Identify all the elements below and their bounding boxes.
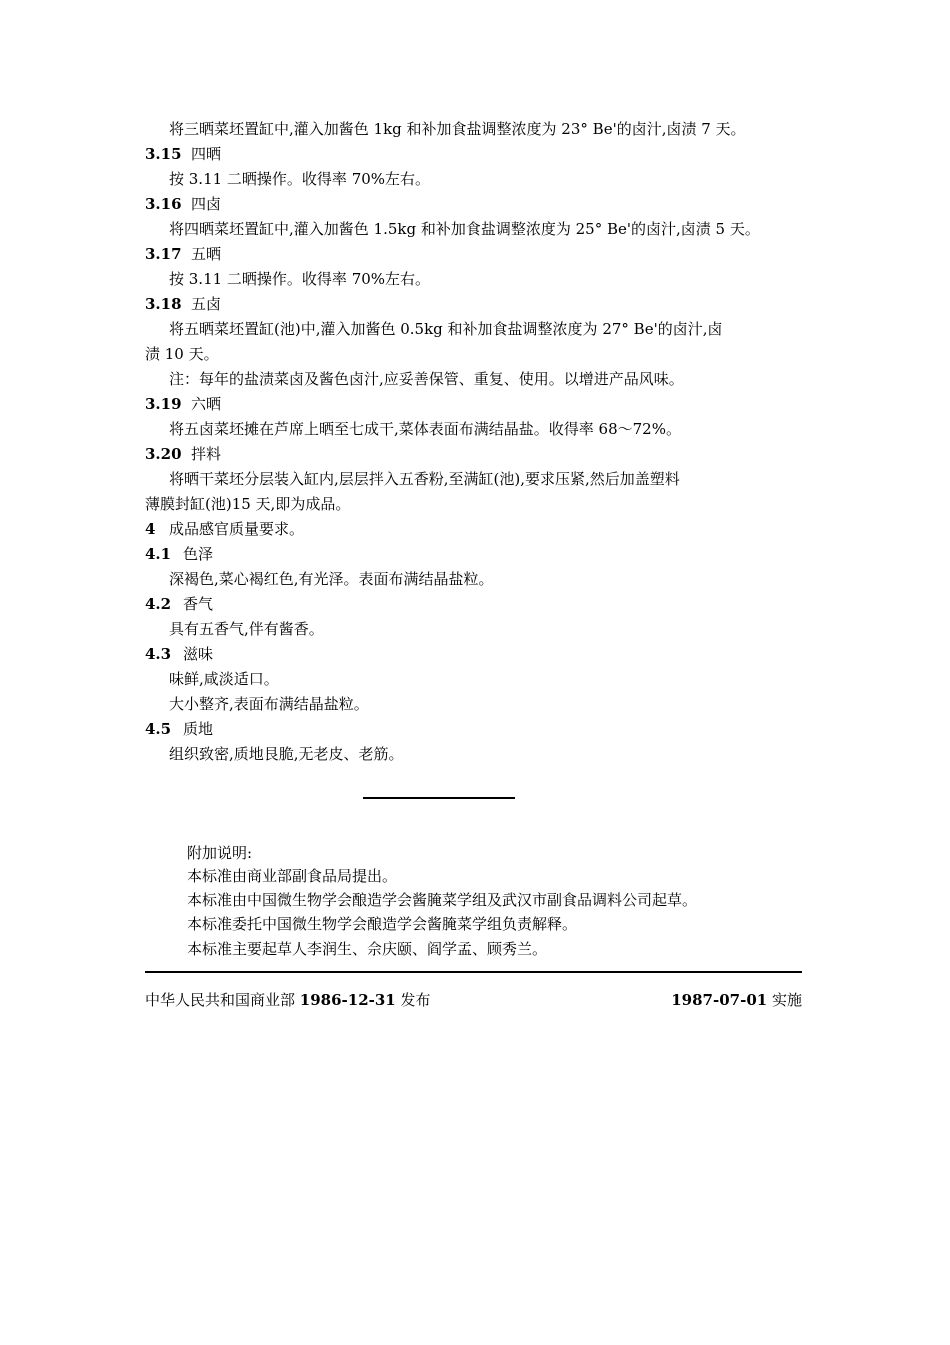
footer-rule [145, 971, 802, 973]
notes-item: 本标准由中国微生物学会酿造学会酱腌菜学组及武汉市副食品调料公司起草。 [187, 891, 698, 909]
notes-title: 附加说明: [187, 844, 253, 862]
section-heading-4-3 [145, 644, 213, 664]
section-title: 五卤 [191, 295, 222, 313]
section-divider [363, 797, 515, 799]
paragraph: 将五晒菜坯置缸(池)中,灌入加酱色 0.5kg 和补加食盐调整浓度为 27° Be'的卤汁,卤 [169, 320, 723, 338]
section-heading-4-5 [145, 719, 213, 739]
footer-issue-suffix: 发布 [400, 991, 431, 1009]
footer-issuer-line [145, 989, 431, 1010]
section-number: 3.19 [145, 395, 182, 413]
paragraph: 将五卤菜坯摊在芦席上晒至七成干,菜体表面布满结晶盐。收得率 68～72%。 [169, 420, 681, 438]
section-number: 3.17 [145, 245, 182, 263]
section-title: 滋味 [183, 645, 214, 663]
section-heading-3-18 [145, 294, 221, 314]
paragraph: 具有五香气,伴有酱香。 [169, 620, 324, 638]
section-number: 4.3 [145, 645, 172, 663]
section-number: 3.15 [145, 145, 182, 163]
section-number: 4.5 [145, 720, 172, 738]
paragraph: 大小整齐,表面布满结晶盐粒。 [169, 695, 369, 713]
footer-effective-suffix: 实施 [771, 991, 802, 1009]
paragraph: 将晒干菜坯分层装入缸内,层层拌入五香粉,至满缸(池),要求压紧,然后加盖塑料 [169, 470, 680, 488]
footer-effective-date: 1987-07-01 [671, 991, 768, 1009]
section-heading-3-16 [145, 194, 221, 214]
section-number: 3.20 [145, 445, 182, 463]
notes-item: 本标准由商业部副食品局提出。 [187, 867, 398, 885]
section-title: 四晒 [191, 145, 222, 163]
section-heading-3-15 [145, 144, 221, 164]
section-number: 4.1 [145, 545, 172, 563]
section-title: 五晒 [191, 245, 222, 263]
paragraph: 按 3.11 二晒操作。收得率 70%左右。 [169, 270, 431, 288]
section-title: 质地 [183, 720, 214, 738]
paragraph: 组织致密,质地艮脆,无老皮、老筋。 [169, 745, 404, 763]
note-paragraph: 注：每年的盐渍菜卤及酱色卤汁,应妥善保管、重复、使用。以增进产品风味。 [169, 370, 684, 388]
section-heading-3-19 [145, 394, 221, 414]
section-heading-3-20 [145, 444, 221, 464]
section-heading-4-2 [145, 594, 213, 614]
paragraph: 按 3.11 二晒操作。收得率 70%左右。 [169, 170, 431, 188]
section-title: 香气 [183, 595, 214, 613]
section-number: 4 [145, 520, 156, 538]
section-number: 3.18 [145, 295, 182, 313]
section-heading-4 [145, 519, 304, 539]
paragraph: 将三晒菜坯置缸中,灌入加酱色 1kg 和补加食盐调整浓度为 23° Be'的卤汁,卤渍 7 天。 [169, 120, 746, 138]
paragraph: 将四晒菜坯置缸中,灌入加酱色 1.5kg 和补加食盐调整浓度为 25° Be'的卤汁,卤渍 5 天。 [169, 220, 760, 238]
section-heading-4-1 [145, 544, 213, 564]
paragraph: 深褐色,菜心褐红色,有光泽。表面布满结晶盐粒。 [169, 570, 494, 588]
paragraph-continuation: 渍 10 天。 [145, 345, 219, 363]
notes-item: 本标准主要起草人李润生、佘庆颐、阎学孟、顾秀兰。 [187, 940, 548, 958]
section-title: 四卤 [191, 195, 222, 213]
section-title: 拌料 [191, 445, 222, 463]
section-heading-3-17 [145, 244, 221, 264]
section-title: 成品感官质量要求。 [169, 520, 305, 538]
paragraph: 味鲜,咸淡适口。 [169, 670, 279, 688]
section-title: 六晒 [191, 395, 222, 413]
footer-issuer: 中华人民共和国商业部 [145, 991, 296, 1009]
section-title: 色泽 [183, 545, 214, 563]
paragraph-continuation: 薄膜封缸(池)15 天,即为成品。 [145, 495, 351, 513]
footer-effective-line [671, 989, 802, 1010]
section-number: 4.2 [145, 595, 172, 613]
section-number: 3.16 [145, 195, 182, 213]
notes-item: 本标准委托中国微生物学会酿造学会酱腌菜学组负责解释。 [187, 915, 578, 933]
footer-issue-date: 1986-12-31 [299, 991, 396, 1009]
